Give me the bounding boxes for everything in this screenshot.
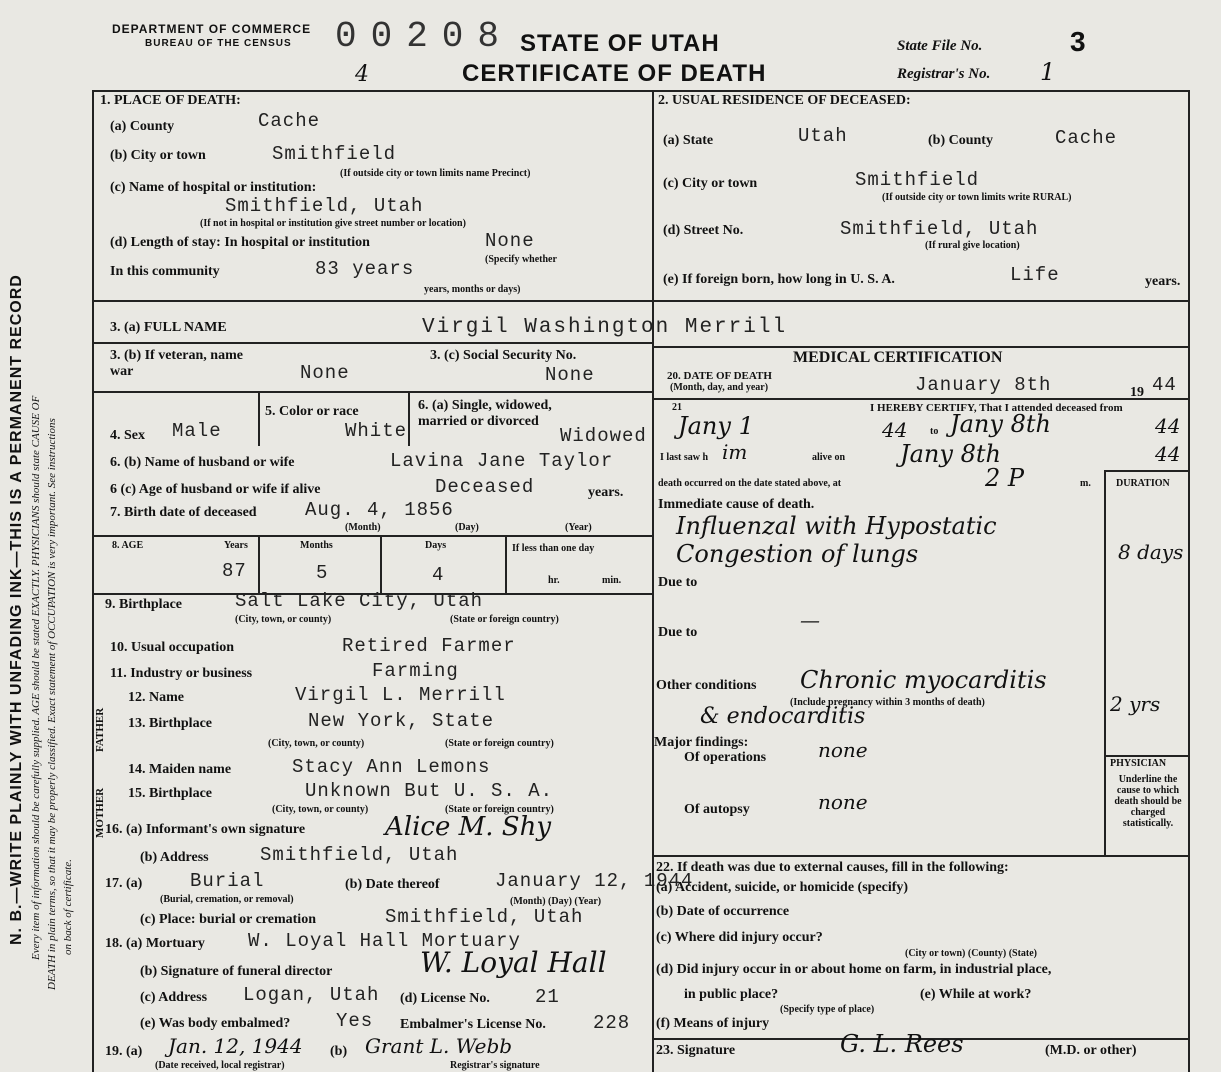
signature-label: 23. Signature — [656, 1043, 736, 1058]
alive-on-value: Jany 8th — [900, 440, 1001, 468]
sex-label: 4. Sex — [110, 428, 145, 443]
physician-label: PHYSICIAN — [1110, 758, 1167, 769]
cause-label: Immediate cause of death. — [658, 497, 815, 512]
autopsy-label: Of autopsy — [684, 802, 750, 817]
side-instructions-1: Every item of information should be carefully supplied. AGE should be stated EXACTLY. PHYSICIANS should state CAUSE OF — [30, 395, 42, 960]
due-to-mark: — — [800, 608, 820, 632]
embalmed-value: Yes — [336, 1010, 374, 1032]
mother-birthplace-label: 15. Birthplace — [128, 786, 212, 801]
community-label: In this community — [110, 264, 220, 279]
attended-from-year: 44 — [882, 418, 908, 442]
registrar-sig-note: Registrar's signature — [450, 1060, 540, 1071]
alive-on-year: 44 — [1155, 442, 1181, 466]
burial-place-value: Smithfield, Utah — [385, 906, 584, 928]
age-years-label: Years — [224, 540, 248, 551]
father-name-label: 12. Name — [128, 690, 184, 705]
operations-value: none — [818, 738, 868, 762]
full-name-value: Virgil Washington Merrill — [422, 316, 788, 339]
dept-label: DEPARTMENT OF COMMERCE — [112, 22, 312, 36]
burial-date-note: (Month) (Day) (Year) — [510, 896, 602, 907]
registrar-date-note: (Date received, local registrar) — [155, 1060, 285, 1071]
death-year-prefix: 19 — [1130, 385, 1144, 400]
birthplace-label: 9. Birthplace — [105, 597, 182, 612]
embalmer-label: Embalmer's License No. — [400, 1017, 546, 1032]
bureau-label: BUREAU OF THE CENSUS — [145, 38, 292, 49]
age-years-value: 87 — [222, 560, 247, 582]
spouse-age-unit: years. — [588, 485, 624, 500]
license-value: 21 — [535, 986, 560, 1008]
embalmer-value: 228 — [593, 1012, 631, 1034]
birth-year-note: (Year) — [565, 522, 592, 533]
state-file-number: 3 — [1070, 26, 1086, 57]
less-day-label: If less than one day — [512, 543, 595, 554]
informant-sig-label: 16. (a) Informant's own signature — [105, 822, 306, 837]
death-date-note: (Month, day, and year) — [670, 382, 769, 393]
duration-2: 2 yrs — [1110, 692, 1161, 716]
father-birthplace-label: 13. Birthplace — [128, 716, 212, 731]
veteran-value: None — [300, 362, 350, 384]
corner-mark: 4 — [355, 62, 369, 87]
race-value: White — [345, 420, 408, 442]
age-days-value: 4 — [432, 564, 445, 586]
ss-label: 3. (c) Social Security No. — [430, 348, 577, 363]
hospital-value: Smithfield, Utah — [225, 195, 424, 217]
cause-line-2: Congestion of lungs — [676, 540, 919, 568]
operations-label: Of operations — [684, 750, 767, 765]
city-label: (b) City or town — [110, 148, 206, 163]
age-months-label: Months — [300, 540, 333, 551]
mother-side-label: MOTHER — [94, 787, 106, 838]
city-note: (If outside city or town limits name Precinct) — [340, 168, 531, 179]
burial-date-label: (b) Date thereof — [345, 877, 440, 892]
res-city-value: Smithfield — [855, 169, 980, 191]
residence-title: 2. USUAL RESIDENCE OF DECEASED: — [658, 93, 911, 108]
attended-to-year: 44 — [1155, 414, 1181, 438]
external-b: (b) Date of occurrence — [656, 904, 790, 919]
full-name-label: 3. (a) FULL NAME — [110, 320, 227, 335]
mortuary-address-value: Logan, Utah — [243, 984, 380, 1006]
signature-suffix: (M.D. or other) — [1045, 1043, 1137, 1058]
license-label: (d) License No. — [400, 991, 490, 1006]
informant-address-value: Smithfield, Utah — [260, 844, 459, 866]
res-street-label: (d) Street No. — [663, 223, 744, 238]
res-county-label: (b) County — [928, 133, 993, 148]
min-label: min. — [602, 575, 622, 586]
res-state-value: Utah — [798, 125, 848, 147]
stay-label: (d) Length of stay: In hospital or institution — [110, 235, 370, 250]
to-label: to — [930, 426, 939, 437]
mortuary-value: W. Loyal Hall Mortuary — [248, 930, 521, 952]
cause-line-1: Influenzal with Hypostatic — [676, 512, 997, 540]
mother-birthplace-note-1: (City, town, or county) — [272, 804, 369, 815]
registrar-date: Jan. 12, 1944 — [168, 1034, 303, 1058]
birthplace-value: Salt Lake City, Utah — [235, 590, 484, 612]
father-name-value: Virgil L. Merrill — [295, 684, 506, 706]
age-label: 8. AGE — [112, 540, 144, 551]
father-birthplace-note-2: (State or foreign country) — [445, 738, 554, 749]
foreign-unit: years. — [1145, 274, 1181, 289]
spouse-label: 6. (b) Name of husband or wife — [110, 455, 295, 470]
marital-value: Widowed — [560, 425, 647, 447]
informant-address-label: (b) Address — [140, 850, 209, 865]
occurred-label: death occurred on the date stated above, at — [658, 478, 842, 489]
death-date-label: 20. DATE OF DEATH — [667, 370, 772, 382]
color-label: 5. Color or race — [265, 404, 359, 419]
director-signature: W. Loyal Hall — [420, 946, 607, 979]
attended-from: Jany 1 — [678, 412, 754, 440]
last-saw-value: im — [722, 440, 748, 464]
father-side-label: FATHER — [94, 707, 106, 752]
medical-title: MEDICAL CERTIFICATION — [793, 349, 1003, 366]
state-title: STATE OF UTAH — [520, 30, 720, 57]
side-warning: N. B.—WRITE PLAINLY WITH UNFADING INK—THIS IS A PERMANENT RECORD — [8, 274, 25, 945]
industry-value: Farming — [372, 660, 459, 682]
registrar-number-label: Registrar's No. — [897, 66, 991, 82]
other-conditions-2: & endocarditis — [700, 704, 866, 729]
father-birthplace-value: New York, State — [308, 710, 495, 732]
certificate-title: CERTIFICATE OF DEATH — [462, 60, 767, 87]
hospital-note: (If not in hospital or institution give street number or location) — [200, 218, 466, 229]
external-a: (a) Accident, suicide, or homicide (specify) — [656, 880, 909, 895]
foreign-label: (e) If foreign born, how long in U. S. A. — [663, 272, 895, 287]
res-city-note: (If outside city or town limits write RURAL) — [882, 192, 1072, 203]
county-label: (a) County — [110, 119, 175, 134]
registrar-number: 1 — [1040, 58, 1056, 86]
occurred-time: 2 P — [985, 464, 1025, 492]
duration-1: 8 days — [1118, 540, 1184, 564]
birth-day-note: (Day) — [455, 522, 479, 533]
external-f: (f) Means of injury — [656, 1016, 770, 1031]
county-value: Cache — [258, 110, 321, 132]
burial-date-value: January 12, 1944 — [495, 870, 694, 892]
mortuary-label: 18. (a) Mortuary — [105, 936, 205, 951]
death-date-value: January 8th — [915, 374, 1052, 396]
external-c: (c) Where did injury occur? — [656, 930, 823, 945]
occupation-label: 10. Usual occupation — [110, 640, 235, 655]
mother-name-label: 14. Maiden name — [128, 762, 232, 777]
hr-label: hr. — [548, 575, 560, 586]
place-of-death-title: 1. PLACE OF DEATH: — [100, 93, 241, 108]
stamp-number: 00208 — [335, 16, 514, 57]
due-to-label-2: Due to — [658, 625, 698, 640]
sex-value: Male — [172, 420, 222, 442]
m-label: m. — [1080, 478, 1091, 489]
res-street-note: (If rural give location) — [925, 240, 1020, 251]
duration-label: DURATION — [1116, 478, 1170, 489]
informant-signature: Alice M. Shy — [385, 812, 552, 842]
birth-label: 7. Birth date of deceased — [110, 505, 257, 520]
num-21: 21 — [672, 402, 682, 413]
res-street-value: Smithfield, Utah — [840, 218, 1039, 240]
mother-birthplace-note-2: (State or foreign country) — [445, 804, 554, 815]
due-to-label-1: Due to — [658, 575, 698, 590]
registrar-signature: Grant L. Webb — [365, 1034, 513, 1058]
stay-note: (Specify whether — [485, 254, 557, 265]
age-months-value: 5 — [316, 562, 329, 584]
alive-on-label: alive on — [812, 452, 846, 463]
burial-type-value: Burial — [190, 870, 265, 892]
rule — [92, 300, 1190, 302]
industry-label: 11. Industry or business — [110, 666, 253, 681]
burial-place-label: (c) Place: burial or cremation — [140, 912, 316, 927]
res-state-label: (a) State — [663, 133, 714, 148]
res-county-value: Cache — [1055, 127, 1118, 149]
spouse-value: Lavina Jane Taylor — [390, 450, 614, 472]
other-conditions-label: Other conditions — [656, 678, 757, 693]
burial-label: 17. (a) — [105, 876, 143, 891]
city-value: Smithfield — [272, 143, 397, 165]
mother-birthplace-value: Unknown But U. S. A. — [305, 780, 554, 802]
other-conditions-1: Chronic myocarditis — [800, 666, 1047, 694]
side-instructions-2: DEATH in plain terms, so that it may be properly classified. Exact statement of OCCUPATION is very important. See instructions — [46, 418, 58, 990]
state-file-label: State File No. — [897, 38, 983, 54]
last-saw-label: I last saw h — [660, 452, 709, 463]
birthplace-note-1: (City, town, or county) — [235, 614, 332, 625]
age-days-label: Days — [425, 540, 447, 551]
foreign-value: Life — [1010, 264, 1060, 286]
autopsy-value: none — [818, 790, 868, 814]
community-note: years, months or days) — [424, 284, 521, 295]
external-c-note: (City or town) (County) (State) — [905, 948, 1038, 959]
birth-month-note: (Month) — [345, 522, 381, 533]
mother-name-value: Stacy Ann Lemons — [292, 756, 491, 778]
registrar-sig-label: (b) — [330, 1044, 348, 1059]
physician-signature: G. L. Rees — [840, 1030, 964, 1058]
veteran-label: 3. (b) If veteran, name war — [110, 348, 243, 379]
embalmed-label: (e) Was body embalmed? — [140, 1016, 291, 1031]
underline-note: Underline the cause to which death should be charged statistically. — [1114, 774, 1182, 829]
external-d2-note: (Specify type of place) — [780, 1004, 875, 1015]
spouse-age-value: Deceased — [435, 476, 535, 498]
death-year-value: 44 — [1152, 374, 1177, 396]
registrar-label: 19. (a) — [105, 1044, 143, 1059]
birthplace-note-2: (State or foreign country) — [450, 614, 559, 625]
father-birthplace-note-1: (City, town, or county) — [268, 738, 365, 749]
marital-label: 6. (a) Single, widowed, married or divorced — [418, 398, 552, 429]
side-instructions-3: on back of certificate. — [62, 859, 74, 955]
external-e: (e) While at work? — [920, 987, 1032, 1002]
other-conditions-note: (Include pregnancy within 3 months of death) — [790, 697, 985, 708]
external-d2: in public place? — [684, 987, 779, 1002]
certify-text: I HEREBY CERTIFY, That I attended deceased from — [870, 402, 1123, 414]
spouse-age-label: 6 (c) Age of husband or wife if alive — [110, 482, 321, 497]
occupation-value: Retired Farmer — [342, 635, 516, 657]
burial-type-note: (Burial, cremation, or removal) — [160, 894, 294, 905]
community-value: 83 years — [315, 258, 415, 280]
ss-value: None — [545, 364, 595, 386]
stay-hospital-value: None — [485, 230, 535, 252]
director-label: (b) Signature of funeral director — [140, 964, 333, 979]
hospital-label: (c) Name of hospital or institution: — [110, 180, 317, 195]
res-city-label: (c) City or town — [663, 176, 758, 191]
birth-value: Aug. 4, 1856 — [305, 499, 454, 521]
attended-to: Jany 8th — [950, 410, 1051, 438]
rule — [92, 90, 1190, 92]
external-d: (d) Did injury occur in or about home on farm, in industrial place, — [656, 962, 1052, 977]
mortuary-address-label: (c) Address — [140, 990, 208, 1005]
major-findings-label: Major findings: — [654, 735, 749, 750]
external-title: 22. If death was due to external causes, fill in the following: — [656, 860, 1009, 875]
